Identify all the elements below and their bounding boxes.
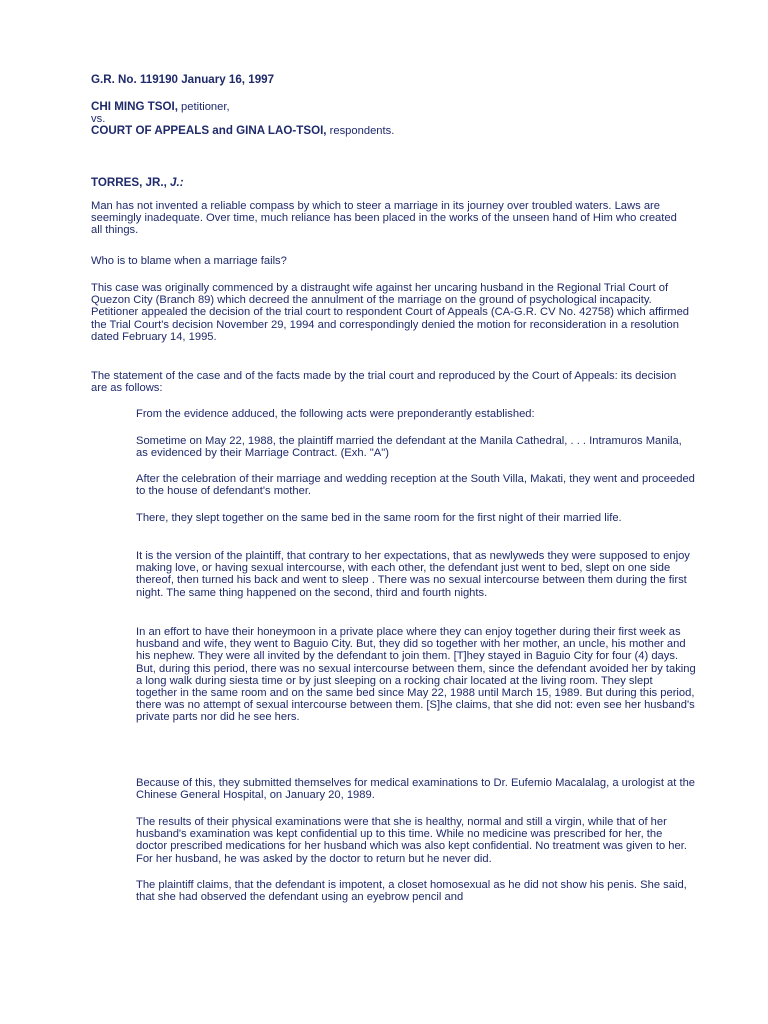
respondents-name: COURT OF APPEALS and GINA LAO-TSOI, (91, 124, 327, 138)
petitioner-name: CHI MING TSOI, (91, 100, 178, 113)
petitioner-role: petitioner, (177, 101, 230, 113)
versus-label: vs. (91, 113, 106, 126)
case-number: G.R. No. 119190 January 16, 1997 (91, 73, 275, 86)
quote-reception: After the celebration of their marriage and wedding reception at the South Villa, Makati, they went and proceeded to the house of defendant's mother. (136, 473, 695, 498)
paragraph-case-history: This case was originally commenced by a distraught wife against her uncaring husband in the Regional Trial Court of Quezon City (Branch 89) which decreed the annulment of the marriage on the ground of psychological incapacity. Petitioner appealed the decision of the trial court to respondent Court of Appeals (CA-G.R. CV No. 42758) which affirmed the Trial Court's decision November 29, 1994 and correspondingly denied the motion for reconsideration in a resolution dated February 14, 1995. (91, 282, 690, 343)
quote-evidence: From the evidence adduced, the following acts were preponderantly established: (136, 408, 535, 420)
quote-plaintiff-version: It is the version of the plaintiff, that contrary to her expectations, that as newlyweds they were supposed to enjoy making love, or having sexual intercourse, with each other, the defendant just went to bed, slept on one side thereof, then turned his back and went to sleep . There was no sexual intercourse between them during the first night. The same thing happened on the second, third and fourth nights. (136, 550, 690, 599)
paragraph-intro: Man has not invented a reliable compass by which to steer a marriage in its journey over troubled waters. Laws are seemingly inadequate. Over time, much reliance has been placed in the works of the unseen hand of Him who created all things. (91, 200, 677, 237)
paragraph-question: Who is to blame when a marriage fails? (91, 255, 287, 267)
petitioner-line (91, 101, 711, 113)
ponente-title: J.: (170, 176, 184, 189)
ponente (91, 177, 184, 189)
case-parties (91, 101, 711, 138)
quote-exam-results: The results of their physical examinations were that she is healthy, normal and still a virgin, while that of her husband's examination was kept confidential up to this time. While no medicine was prescribed for her, the doctor prescribed medications for her husband which was also kept confidential. No treatment was given to her. For her husband, he was asked by the doctor to return but he never did. (136, 816, 687, 865)
ponente-name: TORRES, JR., (91, 176, 171, 189)
quote-plaintiff-claims: The plaintiff claims, that the defendant is impotent, a closet homosexual as he did not show his penis. She said, that she had observed the defendant using an eyebrow pencil and (136, 879, 687, 904)
quote-medical-exam: Because of this, they submitted themselves for medical examinations to Dr. Eufemio Macalalag, a urologist at the Chinese General Hospital, on January 20, 1989. (136, 777, 696, 802)
quote-marriage: Sometime on May 22, 1988, the plaintiff married the defendant at the Manila Cathedral, . . . Intramuros Manila, as evidenced by their Marriage Contract. (Exh. "A") (136, 435, 682, 460)
paragraph-statement: The statement of the case and of the facts made by the trial court and reproduced by the Court of Appeals: its decision are as follows: (91, 370, 677, 395)
respondents-line (91, 125, 711, 137)
quote-honeymoon: In an effort to have their honeymoon in a private place where they can enjoy together during their first week as husband and wife, they went to Baguio City. But, they did so together with her mother, an uncle, his mother and his nephew. They were all invited by the defendant to join them. [T]hey stayed in Baguio City for four (4) days. But, during this period, there was no sexual intercourse between them, since the defendant avoided her by taking a long walk during siesta time or by just sleeping on a rocking chair located at the living room. They slept together in the same room and on the same bed since May 22, 1988 until March 15, 1989. But during this period, there was no attempt of sexual intercourse between them. [S]he claims, that she did not: even see her husband's private parts nor did he see hers. (136, 626, 696, 724)
quote-first-night: There, they slept together on the same bed in the same room for the first night of their married life. (136, 512, 622, 524)
respondents-role: respondents. (326, 125, 395, 138)
